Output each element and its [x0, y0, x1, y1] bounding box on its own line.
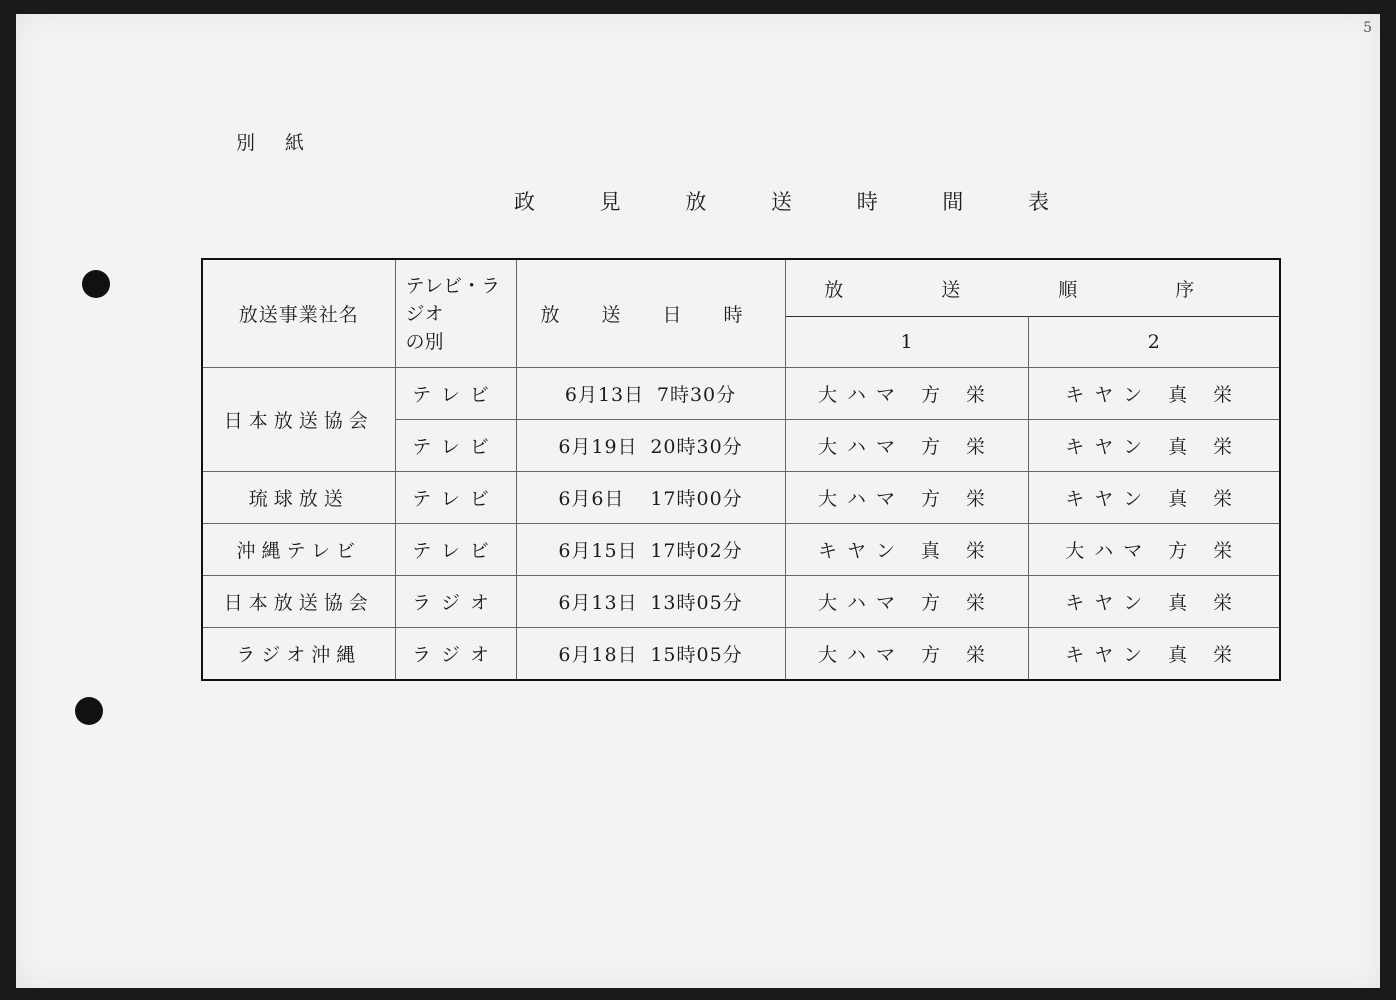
order-1-cell: 大ハマ 方 栄: [785, 368, 1028, 420]
broadcast-day: 6月13日: [564, 384, 645, 406]
header-order: 放 送 順 序: [785, 259, 1280, 317]
broadcast-schedule-table: [201, 258, 1281, 681]
order-1-cell: 大ハマ 方 栄: [785, 420, 1028, 472]
company-cell: 日本放送協会: [202, 576, 395, 628]
order-1-cell: 大ハマ 方 栄: [785, 576, 1028, 628]
broadcast-time: 13時05分: [650, 592, 743, 614]
attachment-label: 別 紙: [236, 132, 317, 154]
header-media-line1: テレビ・ラジオ: [405, 274, 501, 325]
broadcast-time: 7時30分: [656, 384, 737, 406]
broadcast-time: 20時30分: [650, 436, 743, 458]
order-1-cell: 大ハマ 方 栄: [785, 472, 1028, 524]
media-cell: テレビ: [395, 368, 516, 420]
header-datetime: 放 送 日 時: [516, 259, 785, 368]
order-2-cell: キヤン 真 栄: [1028, 368, 1280, 420]
header-media: [395, 259, 516, 368]
order-2-cell: キヤン 真 栄: [1028, 472, 1280, 524]
company-cell: 琉球放送: [202, 472, 395, 524]
media-cell: テレビ: [395, 524, 516, 576]
corner-mark: 5: [1363, 20, 1372, 36]
punch-hole-bottom: [75, 697, 103, 725]
broadcast-time: 17時00分: [650, 488, 743, 510]
company-cell: 日本放送協会: [202, 368, 395, 472]
table-row: [202, 576, 1280, 628]
broadcast-time: 17時02分: [650, 540, 743, 562]
order-1-cell: キヤン 真 栄: [785, 524, 1028, 576]
punch-hole-top: [82, 270, 110, 298]
order-2-cell: キヤン 真 栄: [1028, 576, 1280, 628]
header-order-2: 2: [1028, 317, 1280, 368]
media-cell: テレビ: [395, 420, 516, 472]
order-2-cell: キヤン 真 栄: [1028, 628, 1280, 681]
table-row: [202, 472, 1280, 524]
datetime-cell: [516, 420, 785, 472]
media-cell: ラジオ: [395, 576, 516, 628]
table-row: [202, 628, 1280, 681]
header-company: 放送事業社名: [202, 259, 395, 368]
company-cell: ラジオ沖縄: [202, 628, 395, 681]
broadcast-day: 6月19日: [558, 436, 638, 458]
media-cell: テレビ: [395, 472, 516, 524]
order-2-cell: キヤン 真 栄: [1028, 420, 1280, 472]
header-order-1: 1: [785, 317, 1028, 368]
datetime-cell: [516, 576, 785, 628]
order-1-cell: 大ハマ 方 栄: [785, 628, 1028, 681]
header-media-line2: の別: [405, 330, 444, 353]
broadcast-day: 6月15日: [558, 540, 638, 562]
media-cell: ラジオ: [395, 628, 516, 681]
document-title: 政 見 放 送 時 間 表: [514, 190, 1079, 214]
datetime-cell: [516, 524, 785, 576]
datetime-cell: [516, 628, 785, 681]
broadcast-day: 6月6日: [558, 488, 625, 510]
datetime-cell: [516, 472, 785, 524]
table-row: [202, 524, 1280, 576]
broadcast-time: 15時05分: [650, 644, 743, 666]
document-sheet: [16, 14, 1380, 988]
broadcast-day: 6月18日: [558, 644, 638, 666]
table-row: [202, 368, 1280, 420]
broadcast-day: 6月13日: [558, 592, 638, 614]
order-2-cell: 大ハマ 方 栄: [1028, 524, 1280, 576]
datetime-cell: [516, 368, 785, 420]
company-cell: 沖縄テレビ: [202, 524, 395, 576]
